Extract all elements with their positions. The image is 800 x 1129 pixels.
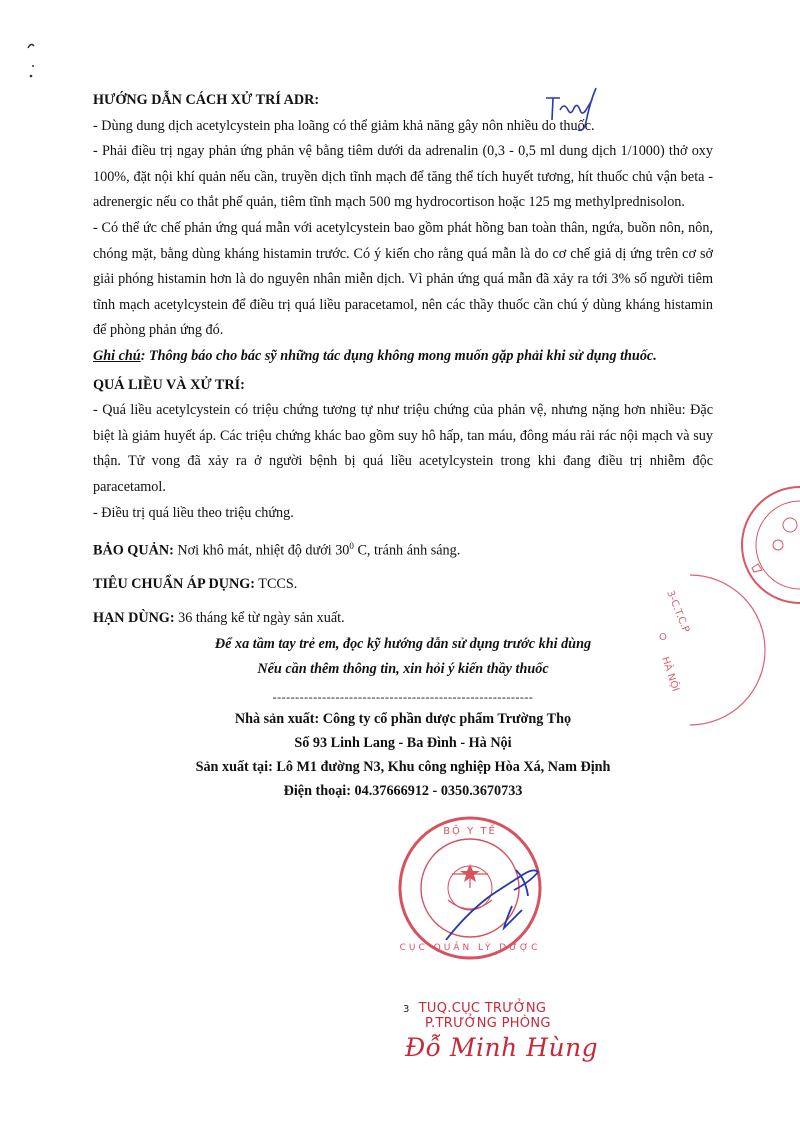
storage-text-end: C, tránh ánh sáng. (353, 542, 461, 559)
adr-note (93, 344, 713, 370)
signature-icon (446, 870, 538, 940)
expiry-label: HẠN DÙNG: (93, 610, 175, 627)
approval-signature-block (403, 1001, 663, 1062)
adr-paragraph-1: - Dùng dung dịch acetylcystein pha loãng có thể giảm khả năng gây nôn nhiều do thuốc. (93, 117, 595, 134)
manufacturer-address: Số 93 Linh Lang - Ba Đình - Hà Nội (294, 734, 512, 751)
scan-dot-icon (30, 75, 33, 78)
production-site: Sản xuất tại: Lô M1 đường N3, Khu công nghiệp Hòa Xá, Nam Định (195, 758, 611, 775)
divider-line: ---------------------------------------------------------- (272, 689, 534, 704)
note-label: Ghi chú (93, 347, 141, 364)
expiry-line (93, 606, 713, 632)
standard-line (93, 572, 713, 598)
storage-line (93, 534, 713, 564)
page-number: 3 (403, 1004, 410, 1015)
storage-label: BẢO QUẢN: (93, 542, 174, 559)
stamp-ring-text: CỤC QUẢN LÝ DƯỢC (399, 943, 541, 953)
adr-paragraph-2: - Phải điều trị ngay phản ứng phản vệ bằng tiêm dưới da adrenalin (0,3 - 0,5 ml dung dịch 1/1000) thở oxy 100%, đặt nội khí quản nếu cần, truyền dịch tĩnh mạch để tăng thể tích huyết tương, hít thuốc chủ vận beta - adrenergic nếu co thắt phế quản, tiêm tĩnh mạch 500 mg hydrocortison hoặc 125 mg methylprednisolon. (93, 143, 713, 211)
stamp-side-text: 3-C.T.C.P (664, 589, 692, 635)
document-body (93, 88, 713, 803)
partial-stamp-icon (742, 487, 800, 603)
warning-line-2: Nếu cần thêm thông tin, xin hỏi ý kiến thầy thuốc (257, 661, 549, 678)
ministry-stamp-icon (400, 818, 541, 958)
degree-superscript: 0 (349, 541, 354, 552)
stamp-side-text-2: HÀ NỘI (659, 655, 681, 694)
approval-title-line-1 (403, 1001, 663, 1016)
scan-mark-icon (28, 44, 34, 48)
manufacturer-name: Nhà sản xuất: Công ty cổ phần dược phẩm Trường Thọ (234, 710, 572, 727)
approval-title-1: TUQ.CỤC TRƯỞNG (418, 1001, 547, 1016)
approval-title-2: P.TRƯỞNG PHÒNG (425, 1016, 551, 1031)
approval-name: Đỗ Minh Hùng (405, 1033, 599, 1062)
scan-dot-icon (32, 65, 34, 67)
phone-numbers: Điện thoại: 04.37666912 - 0350.3670733 (283, 782, 523, 799)
expiry-value: 36 tháng kể từ ngày sản xuất. (174, 610, 345, 627)
note-text: : Thông báo cho bác sỹ những tác dụng không mong muốn gặp phải khi sử dụng thuốc. (140, 347, 657, 364)
overdose-paragraph-1: - Quá liều acetylcystein có triệu chứng tương tự như triệu chứng của phản vệ, nhưng nặng hơn nhiều: Đặc biệt là giảm huyết áp. Các triệu chứng khác bao gồm suy hô hấp, tan máu, đông máu rải rác nội mạch và suy thận. Tử vong đã xảy ra ở người bệnh bị quá liều acetylcystein trong khi đang điều trị nhiễm độc paracetamol. (93, 402, 713, 495)
standard-label: TIÊU CHUẨN ÁP DỤNG: (93, 576, 255, 593)
stamp-top-text: BỘ Y TẾ (443, 826, 497, 837)
adr-paragraph-3: - Có thể ức chế phản ứng quá mẫn với acetylcystein bao gồm phát hồng ban toàn thân, ngứa, buồn nôn, nôn, chóng mặt, bằng dùng kháng histamin trước. Có ý kiến cho rằng quá mẫn là do cơ chế giả dị ứng trên cơ sở giải phóng histamin hơn là do nguyên nhân miễn dịch. Vì phản ứng quá mẫn đã xảy ra tới 3% số người tiêm tĩnh mạch acetylcystein để điều trị quá liều paracetamol, nên các thầy thuốc cần chú ý dùng kháng histamin để phòng phản ứng đó. (93, 219, 713, 339)
adr-heading: HƯỚNG DẪN CÁCH XỬ TRÍ ADR: (93, 92, 320, 108)
overdose-paragraph-2: - Điều trị quá liều theo triệu chứng. (93, 504, 294, 521)
standard-value: TCCS. (254, 576, 298, 593)
overdose-heading: QUÁ LIỀU VÀ XỬ TRÍ: (93, 376, 245, 393)
svg-text:O: O (659, 632, 667, 643)
warning-line-1: Để xa tầm tay trẻ em, đọc kỹ hướng dẫn sử dụng trước khi dùng (214, 635, 592, 652)
storage-text: Nơi khô mát, nhiệt độ dưới 30 (173, 542, 350, 559)
